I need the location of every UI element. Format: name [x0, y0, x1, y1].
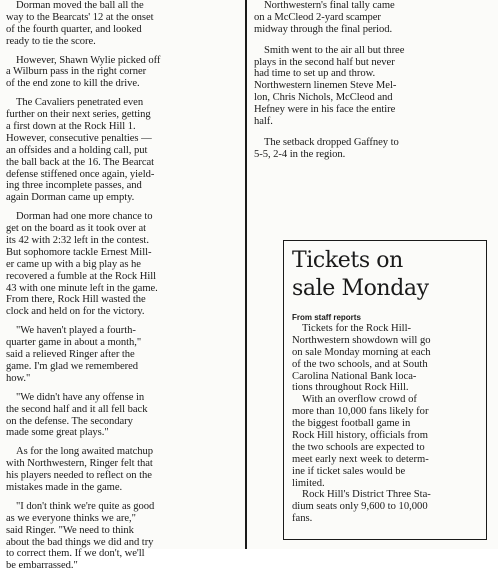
text-line: Smith went to the air all but three	[264, 44, 405, 56]
paragraph	[6, 0, 238, 48]
text-line: had time to set up and throw.	[254, 68, 376, 80]
byline: From staff reports	[292, 313, 361, 322]
text-line: Northwestern showdown will go	[292, 334, 431, 346]
text-line: lon, Chris Nichols, McCleod and	[254, 92, 393, 104]
text-line: Dorman had one more chance to	[16, 211, 153, 223]
text-line: on the defense. The secondary	[6, 415, 133, 427]
text-line: an offsides and a holding call, put	[6, 144, 148, 156]
text-line: defense stiffened once again, yield-	[6, 168, 155, 180]
text-line: From there, Rock Hill wasted the	[6, 294, 146, 306]
text-line: As for the long awaited matchup	[16, 446, 154, 458]
text-line: mistakes made in the game.	[6, 481, 123, 493]
paragraph	[6, 325, 238, 384]
paragraph	[292, 323, 478, 394]
paragraph	[6, 97, 238, 204]
text-line: be embarrassed."	[6, 560, 78, 572]
text-line: "I don't think we're quite as good	[16, 500, 155, 512]
text-line: fans.	[292, 513, 313, 525]
text-line: plays in the second half but never	[254, 56, 395, 68]
headline-line: sale Monday	[292, 276, 429, 301]
text-line: limited.	[292, 477, 325, 489]
text-line: more than 10,000 fans likely for	[292, 406, 429, 418]
text-line: get on the board as it took over at	[6, 223, 147, 235]
paragraph	[6, 211, 238, 318]
text-line: the biggest football game in	[292, 418, 411, 430]
text-line: However, Shawn Wylie picked off	[16, 54, 161, 66]
text-line: clock and held on for the victory.	[6, 306, 145, 318]
paragraph	[6, 55, 238, 91]
text-line: 43 with one minute left in the game.	[6, 282, 158, 294]
text-line: Northwestern's final tally came	[264, 0, 395, 11]
text-line: However, consecutive penalties —	[6, 132, 152, 144]
text-line: meet early next week to determ-	[292, 453, 429, 465]
text-line: further on their next series, getting	[6, 109, 151, 121]
text-line: of the fourth quarter, and looked	[6, 23, 142, 35]
text-line: with Northwestern, Ringer felt that	[6, 458, 153, 470]
text-line: Hefney were in his face the entire	[254, 104, 396, 116]
paragraph	[6, 392, 238, 440]
text-line: Carolina National Bank loca-	[292, 370, 417, 382]
text-line: Rock Hill's District Three Sta-	[302, 489, 431, 501]
text-line: game. I'm glad we remembered	[6, 360, 138, 372]
text-line: The setback dropped Gaffney to	[264, 136, 399, 148]
text-line: on sale Monday morning at each	[292, 346, 431, 358]
column-divider	[245, 0, 247, 549]
text-line: how."	[6, 372, 31, 384]
text-line: Rock Hill history, officials from	[292, 430, 428, 442]
text-line: of the two schools, and at South	[292, 358, 428, 370]
text-line: "We didn't have any offense in	[16, 391, 145, 403]
text-line: the two schools are expected to	[292, 441, 425, 453]
paragraph	[254, 45, 494, 128]
text-line: half.	[254, 116, 273, 128]
text-line: ing three incomplete passes, and	[6, 180, 142, 192]
paragraph	[292, 489, 478, 525]
text-line: way to the Bearcats' 12 at the onset	[6, 11, 154, 23]
text-line: a first down at the Rock Hill 1.	[6, 121, 136, 133]
text-line: tions throughout Rock Hill.	[292, 382, 409, 394]
text-line: er came up with a big play as he	[6, 258, 141, 270]
paragraph	[254, 0, 494, 36]
text-line: of the end zone to kill the drive.	[6, 78, 140, 90]
text-line: 5-5, 2-4 in the region.	[254, 148, 346, 160]
text-line: the ball back at the 16. The Bearcat	[6, 156, 155, 168]
text-line: Tickets for the Rock Hill-	[302, 323, 412, 334]
text-line: to correct them. If we don't, we'll	[6, 548, 145, 560]
text-line: With an overflow crowd of	[302, 394, 417, 406]
text-line: about the bad things we did and try	[6, 536, 154, 548]
left-article-column	[6, 0, 238, 572]
text-line: Dorman moved the ball all the	[16, 0, 144, 11]
headline-line: Tickets on	[292, 248, 403, 273]
text-line: as we everyone thinks we are,"	[6, 512, 136, 524]
text-line: midway through the final period.	[254, 23, 393, 35]
text-line: the second half and it all fell back	[6, 403, 148, 415]
paragraph	[292, 394, 478, 489]
paragraph	[254, 137, 494, 161]
right-article-column	[254, 0, 494, 161]
text-line: again Dorman came up empty.	[6, 192, 135, 204]
text-line: said a relieved Ringer after the	[6, 349, 135, 361]
text-line: But sophomore tackle Ernest Mill-	[6, 246, 152, 258]
text-line: made some great plays."	[6, 427, 109, 439]
text-line: said Ringer. "We need to think	[6, 524, 134, 536]
tickets-sidebar-box	[283, 240, 487, 540]
text-line: ine if ticket sales would be	[292, 465, 406, 477]
text-line: his players needed to reflect on the	[6, 470, 152, 482]
paragraph	[6, 501, 238, 572]
text-line: dium seats only 9,600 to 10,000	[292, 501, 428, 513]
paragraph	[6, 446, 238, 494]
text-line: a Wilburn pass in the right corner	[6, 66, 147, 78]
sidebar-headline	[292, 247, 478, 303]
text-line: quarter game in about a month,"	[6, 337, 142, 349]
text-line: Northwestern linemen Steve Mel-	[254, 80, 397, 92]
text-line: "We haven't played a fourth-	[16, 325, 136, 337]
sidebar-body	[292, 323, 478, 525]
text-line: its 42 with 2:32 left in the contest.	[6, 235, 149, 247]
text-line: ready to tie the score.	[6, 35, 96, 47]
text-line: recovered a fumble at the Rock Hill	[6, 270, 157, 282]
text-line: The Cavaliers penetrated even	[16, 97, 144, 109]
text-line: on a McCleod 2-yard scamper	[254, 11, 381, 23]
